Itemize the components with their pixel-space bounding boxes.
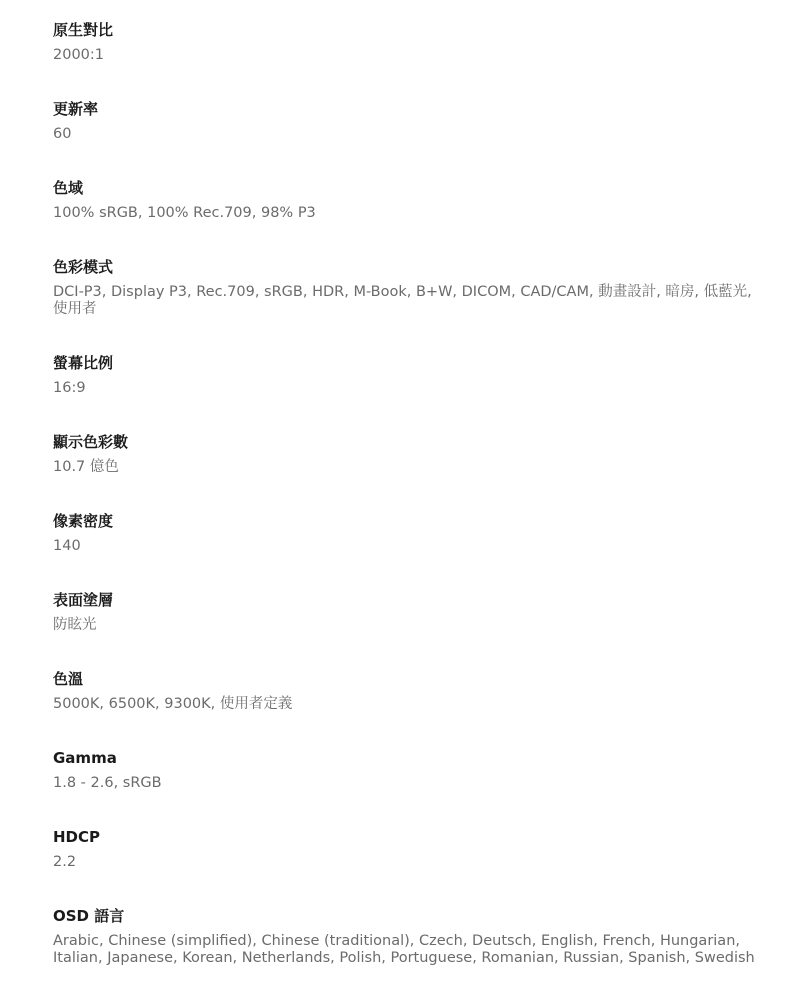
spec-value: Arabic, Chinese (simplified), Chinese (traditional), Czech, Deutsch, English, French, Hungarian, Italian, Japanese, Korean, Netherlands, Polish, Portuguese, Romanian, Russian, Spanish, Swedish [53, 933, 755, 966]
spec-value: 100% sRGB, 100% Rec.709, 98% P3 [53, 205, 316, 221]
spec-label: 色域 [53, 179, 84, 197]
spec-value: 1.8 - 2.6, sRGB [53, 775, 162, 791]
spec-surface-coating [53, 589, 768, 668]
spec-color-gamut [53, 177, 768, 256]
spec-label: OSD 語言 [53, 907, 125, 925]
spec-value: 60 [53, 126, 72, 142]
spec-value: 防眩光 [53, 617, 97, 633]
spec-value: 16:9 [53, 380, 86, 396]
spec-label: 表面塗層 [53, 591, 114, 609]
spec-label: 色彩模式 [53, 258, 114, 276]
spec-color-temperature [53, 668, 768, 747]
spec-label: 螢幕比例 [53, 354, 114, 372]
spec-native-contrast [53, 19, 768, 98]
spec-label: Gamma [53, 749, 117, 767]
spec-value: 5000K, 6500K, 9300K, 使用者定義 [53, 696, 293, 712]
spec-label: 像素密度 [53, 512, 114, 530]
spec-value: 140 [53, 538, 81, 554]
spec-label: 更新率 [53, 100, 99, 118]
spec-color-modes [53, 256, 768, 352]
spec-label: 色溫 [53, 670, 84, 688]
spec-pixel-density [53, 510, 768, 589]
spec-gamma [53, 747, 768, 826]
spec-osd-language [53, 905, 768, 984]
spec-value: DCI-P3, Display P3, Rec.709, sRGB, HDR, M-Book, B+W, DICOM, CAD/CAM, 動畫設計, 暗房, 低藍光, 使用者 [53, 284, 752, 317]
spec-display-colors [53, 431, 768, 510]
spec-value: 2.2 [53, 854, 77, 870]
spec-value: 2000:1 [53, 47, 105, 63]
spec-list [53, 19, 768, 984]
spec-aspect-ratio [53, 352, 768, 431]
spec-label: 原生對比 [53, 21, 114, 39]
spec-refresh-rate [53, 98, 768, 177]
spec-label: 顯示色彩數 [53, 433, 129, 451]
spec-hdcp [53, 826, 768, 905]
spec-value: 10.7 億色 [53, 459, 119, 475]
spec-label: HDCP [53, 828, 101, 846]
